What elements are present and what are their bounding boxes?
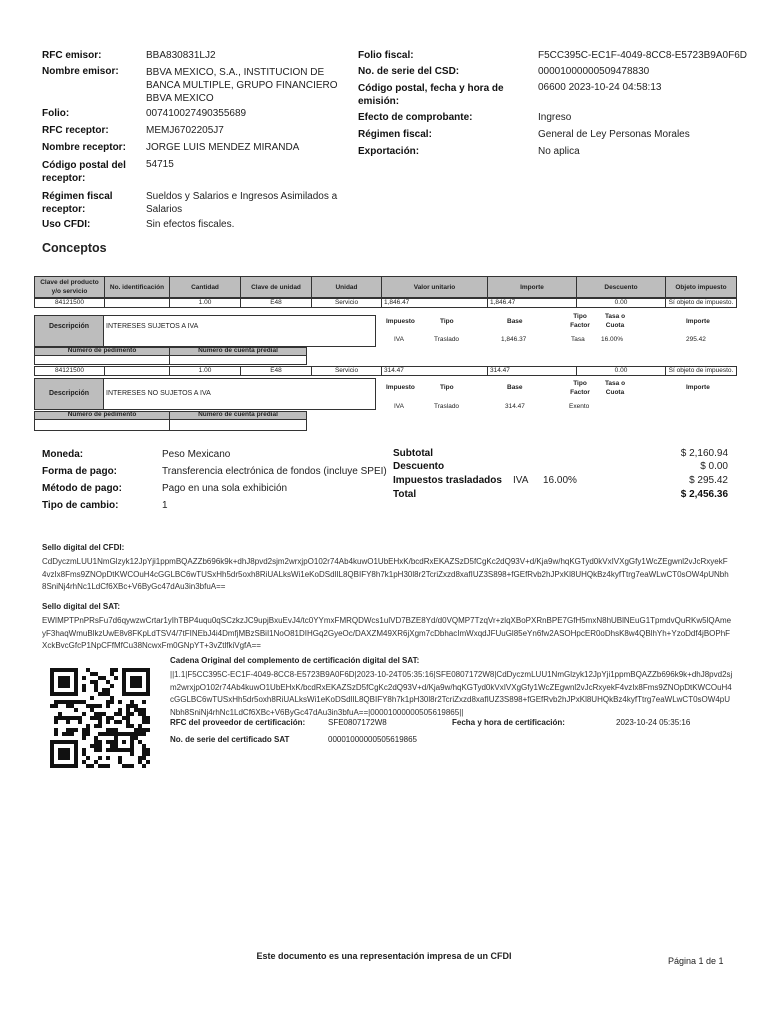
serie-csd-value: 00001000000509478830 bbox=[538, 66, 650, 77]
tax-h-tasa-cuota: Tasa o Cuota bbox=[604, 380, 626, 396]
tax-factor: Exento bbox=[569, 403, 590, 410]
exportacion-label: Exportación: bbox=[358, 146, 420, 157]
th-no-identificacion: No. identificación bbox=[105, 277, 170, 298]
cell-importe: 314.47 bbox=[488, 367, 577, 376]
moneda-label: Moneda: bbox=[42, 449, 84, 460]
cp-receptor-value: 54715 bbox=[146, 159, 174, 170]
cell-no-id bbox=[105, 367, 170, 376]
cell-descuento: 0.00 bbox=[577, 367, 666, 376]
nombre-receptor-label: Nombre receptor: bbox=[42, 142, 126, 153]
nombre-receptor-value: JORGE LUIS MENDEZ MIRANDA bbox=[146, 142, 300, 153]
tax-h-tipo: Tipo bbox=[440, 384, 454, 391]
tax-h-base: Base bbox=[507, 318, 523, 325]
tax-tipo: Traslado bbox=[434, 403, 460, 410]
tax-h-importe: Importe bbox=[686, 318, 710, 325]
subtotal-label: Subtotal bbox=[393, 448, 433, 459]
sello-cfdi-label: Sello digital del CFDI: bbox=[42, 543, 125, 552]
efecto-value: Ingreso bbox=[538, 112, 572, 123]
th-clave-producto: Clave del producto y/o servicio bbox=[35, 277, 105, 298]
th-valor-unitario: Valor unitario bbox=[382, 277, 488, 298]
tax-tasa: 16.00% bbox=[601, 336, 624, 343]
nombre-emisor-value: BBVA MEXICO, S.A., INSTITUCION DE BANCA MULTIPLE, GRUPO FINANCIERO BBVA MEXICO bbox=[146, 67, 338, 104]
fecha-cert-label: Fecha y hora de certificación: bbox=[452, 718, 565, 727]
cell-clave-unidad: E48 bbox=[241, 367, 312, 376]
cell-cantidad: 1.00 bbox=[170, 367, 241, 376]
rfc-emisor-value: BBA830831LJ2 bbox=[146, 50, 216, 61]
rfc-emisor-label: RFC emisor: bbox=[42, 50, 102, 61]
cell-objeto: Sí objeto de impuesto. bbox=[666, 367, 737, 376]
cell-clave: 84121500 bbox=[35, 299, 105, 308]
tax-base: 1,846.37 bbox=[501, 336, 527, 343]
forma-pago-label: Forma de pago: bbox=[42, 466, 118, 477]
total-value: $ 2,456.36 bbox=[680, 489, 728, 500]
cell-cantidad: 1.00 bbox=[170, 299, 241, 308]
pedimento-label: Número de pedimento bbox=[67, 411, 137, 418]
tax-h-tasa-cuota: Tasa o Cuota bbox=[604, 313, 626, 329]
cuenta-predial-value-cell bbox=[169, 355, 307, 365]
rfc-proveedor-value: SFE0807172W8 bbox=[328, 718, 387, 727]
cell-importe: 1,846.47 bbox=[488, 299, 577, 308]
page-number: Página 1 de 1 bbox=[668, 956, 724, 966]
conceptos-table-header bbox=[34, 276, 737, 298]
conceptos-title: Conceptos bbox=[42, 241, 107, 255]
tax-h-impuesto: Impuesto bbox=[386, 318, 415, 325]
tax-h-base: Base bbox=[507, 384, 523, 391]
folio-fiscal-label: Folio fiscal: bbox=[358, 50, 414, 61]
tax-factor: Tasa bbox=[571, 336, 585, 343]
cadena-value: ||1.1|F5CC395C-EC1F-4049-8CC8-E5723B9A0F6D|2023-10-24T05:35:16|SFE0807172W8|CdDyczmLUU1NmGlzyk12JpYji1ppmBQAZZb696k9k+dhJ8pvd2sjm2wrxjpO102r74Ab4kuwO1UbEHxK/bcdRxEKAZSzD5fCgKc2dQ93V+d/Kja9w/hqKGTyd0kVxIVXgGfy1WcZEgwnl2vJcRxyekF4vzIx8Fms9ZNOpDtKWCOuH4cGGLBC6wTUSxHh5dr5oxh8RiUALksWi1eKoDSdlIL8QBIFY8h7k1pH30l8r2TcriZxzd8xafIUZ3S898+fGEfRvb2hJPxKl8UHQkBz4kyfTtrg7eaWLwCT0sOW4pUNbh8SniNj4rhNc1LdCf6XBc+V6ByGc47dAu3in3bfuA==|00001000000505619865|| bbox=[170, 670, 733, 717]
efecto-label: Efecto de comprobante: bbox=[358, 112, 473, 123]
footer-note: Este documento es una representación impresa de un CFDI bbox=[256, 951, 512, 961]
exportacion-value: No aplica bbox=[538, 146, 580, 157]
cell-clave: 84121500 bbox=[35, 367, 105, 376]
cell-objeto: Sí objeto de impuesto. bbox=[666, 299, 737, 308]
impuestos-tipo: IVA bbox=[513, 475, 529, 486]
cadena-label: Cadena Original del complemento de certificación digital del SAT: bbox=[170, 656, 420, 665]
pedimento-value-cell bbox=[34, 419, 170, 431]
sello-sat-value: EWIMPTPnPRsFu7d6qywzwCrtar1yIhTBP4uqu0qSCzkzJC9upjBxuEvJ4/tc0YYmxFMRQDWcs1ulVD7BZE8Yd/d0VQMP7TzqVr+zlqXBoPXRnBPE7GfH5mxN8hUBlNEuG1TpmdvQuRKw5lQAmeyF3haqWmuBlkzUwE8v8FKpLdTSV4/7tFINEbJ4i4DmfjMBzSBiI1NoO81DIHGq2GyeOc/DAXZM49XR6jXgm7cDbhacImWxqdJFUuGl85eYn6fw2ASOHpcER0oDhsK8w4QBlhYh+YzoDdf4jBOPhFXckBvcGfcP1NpCFfMfCu38NcwxFm0GNpYT+3vZtlfkiVgfA== bbox=[42, 616, 732, 650]
cuenta-predial-label: Número de cuenta predial bbox=[198, 347, 278, 354]
tax-base: 314.47 bbox=[505, 403, 525, 410]
descripcion-text: INTERESES NO SUJETOS A IVA bbox=[106, 390, 211, 397]
folio-label: Folio: bbox=[42, 108, 70, 119]
descripcion-label: Descripción bbox=[48, 323, 90, 330]
descuento-label: Descuento bbox=[393, 461, 445, 472]
qr-code bbox=[50, 668, 150, 768]
cell-valor-unitario: 314.47 bbox=[382, 367, 488, 376]
cell-descuento: 0.00 bbox=[577, 299, 666, 308]
pedimento-label: Número de pedimento bbox=[67, 347, 137, 354]
cp-fecha-label: Código postal, fecha y hora de emisión: bbox=[358, 83, 504, 107]
serie-csd-label: No. de serie del CSD: bbox=[358, 66, 460, 77]
concepto-row bbox=[34, 366, 737, 376]
concepto-row bbox=[34, 298, 737, 308]
metodo-pago-label: Método de pago: bbox=[42, 483, 122, 494]
impuestos-tasa: 16.00% bbox=[543, 475, 577, 486]
moneda-value: Peso Mexicano bbox=[162, 449, 231, 460]
cell-unidad: Servicio bbox=[312, 367, 382, 376]
impuestos-value: $ 295.42 bbox=[689, 475, 728, 486]
serie-sat-label: No. de serie del certificado SAT bbox=[170, 735, 290, 744]
forma-pago-value: Transferencia electrónica de fondos (incluye SPEI) bbox=[162, 466, 387, 477]
tax-h-tipo-factor: Tipo Factor bbox=[570, 380, 590, 396]
regimen-fiscal-value: General de Ley Personas Morales bbox=[538, 129, 690, 140]
cuenta-predial-label: Número de cuenta predial bbox=[198, 411, 278, 418]
uso-cfdi-label: Uso CFDI: bbox=[42, 219, 91, 230]
cp-receptor-label: Código postal del receptor: bbox=[42, 160, 126, 184]
tax-impuesto: IVA bbox=[394, 336, 404, 343]
th-clave-unidad: Clave de unidad bbox=[241, 277, 312, 298]
tax-h-tipo: Tipo bbox=[440, 318, 454, 325]
tax-h-importe: Importe bbox=[686, 384, 710, 391]
tax-h-impuesto: Impuesto bbox=[386, 384, 415, 391]
regimen-fiscal-label: Régimen fiscal: bbox=[358, 129, 432, 140]
tax-tipo: Traslado bbox=[434, 336, 460, 343]
cell-clave-unidad: E48 bbox=[241, 299, 312, 308]
cp-fecha-value: 06600 2023-10-24 04:58:13 bbox=[538, 82, 662, 93]
metodo-pago-value: Pago en una sola exhibición bbox=[162, 483, 288, 494]
total-label: Total bbox=[393, 489, 417, 500]
tax-importe: 295.42 bbox=[686, 336, 706, 343]
cuenta-predial-value-cell bbox=[169, 419, 307, 431]
descuento-value: $ 0.00 bbox=[700, 461, 728, 472]
fecha-cert-value: 2023-10-24 05:35:16 bbox=[616, 718, 691, 727]
sello-cfdi-value: CdDyczmLUU1NmGlzyk12JpYji1ppmBQAZZb696k9k+dhJ8pvd2sjm2wrxjpO102r74Ab4kuwO1UbEHxK/bcdRxEKAZSzD5fCgKc2dQ93V+d/Kja9w/hqKGTyd0kVxIVXgGfy1WcZEgwnl2vJcRxyekF4vzIx8Fms9ZNOpDtKWCOuH4cGGLBC6wTUSxHh5dr5oxh8RiUALksWi1eKoDSdlIL8QBIFY8h7k1pH30l8r2TcriZxzd8xafIUZ3S898+fGEfRvb2hJPxKl8UHQkBz4kyfTtrg7eaWLwCT0sOW4pUNbh8SniNj4rhNc1LdCf6XBc+V6ByGc47dAu3in3bfuA== bbox=[42, 557, 729, 591]
tipo-cambio-label: Tipo de cambio: bbox=[42, 500, 119, 511]
folio-fiscal-value: F5CC395C-EC1F-4049-8CC8-E5723B9A0F6D bbox=[538, 50, 747, 61]
tipo-cambio-value: 1 bbox=[162, 500, 168, 511]
impuestos-label: Impuestos trasladados bbox=[393, 475, 502, 486]
tax-h-tipo-factor: Tipo Factor bbox=[570, 313, 590, 329]
descripcion-text: INTERESES SUJETOS A IVA bbox=[106, 323, 199, 330]
cell-unidad: Servicio bbox=[312, 299, 382, 308]
regimen-receptor-value: Sueldos y Salarios e Ingresos Asimilados a Salarios bbox=[146, 191, 338, 215]
regimen-receptor-label: Régimen fiscal receptor: bbox=[42, 191, 113, 215]
tax-impuesto: IVA bbox=[394, 403, 404, 410]
rfc-receptor-label: RFC receptor: bbox=[42, 125, 109, 136]
descripcion-cell bbox=[103, 315, 376, 347]
descripcion-label: Descripción bbox=[48, 390, 90, 397]
uso-cfdi-value: Sin efectos fiscales. bbox=[146, 219, 235, 230]
th-descuento: Descuento bbox=[577, 277, 666, 298]
th-importe: Importe bbox=[488, 277, 577, 298]
pedimento-value-cell bbox=[34, 355, 170, 365]
rfc-proveedor-label: RFC del proveedor de certificación: bbox=[170, 718, 306, 727]
subtotal-value: $ 2,160.94 bbox=[680, 448, 728, 459]
rfc-receptor-value: MEMJ6702205J7 bbox=[146, 125, 224, 136]
cell-valor-unitario: 1,846.47 bbox=[382, 299, 488, 308]
th-cantidad: Cantidad bbox=[170, 277, 241, 298]
folio-value: 007410027490355689 bbox=[146, 108, 247, 119]
serie-sat-value: 00001000000505619865 bbox=[328, 735, 417, 744]
th-unidad: Unidad bbox=[312, 277, 382, 298]
cell-no-id bbox=[105, 299, 170, 308]
sello-sat-label: Sello digital del SAT: bbox=[42, 602, 121, 611]
th-objeto-impuesto: Objeto impuesto bbox=[666, 277, 737, 298]
nombre-emisor-label: Nombre emisor: bbox=[42, 66, 119, 77]
descripcion-label-cell bbox=[34, 315, 104, 347]
